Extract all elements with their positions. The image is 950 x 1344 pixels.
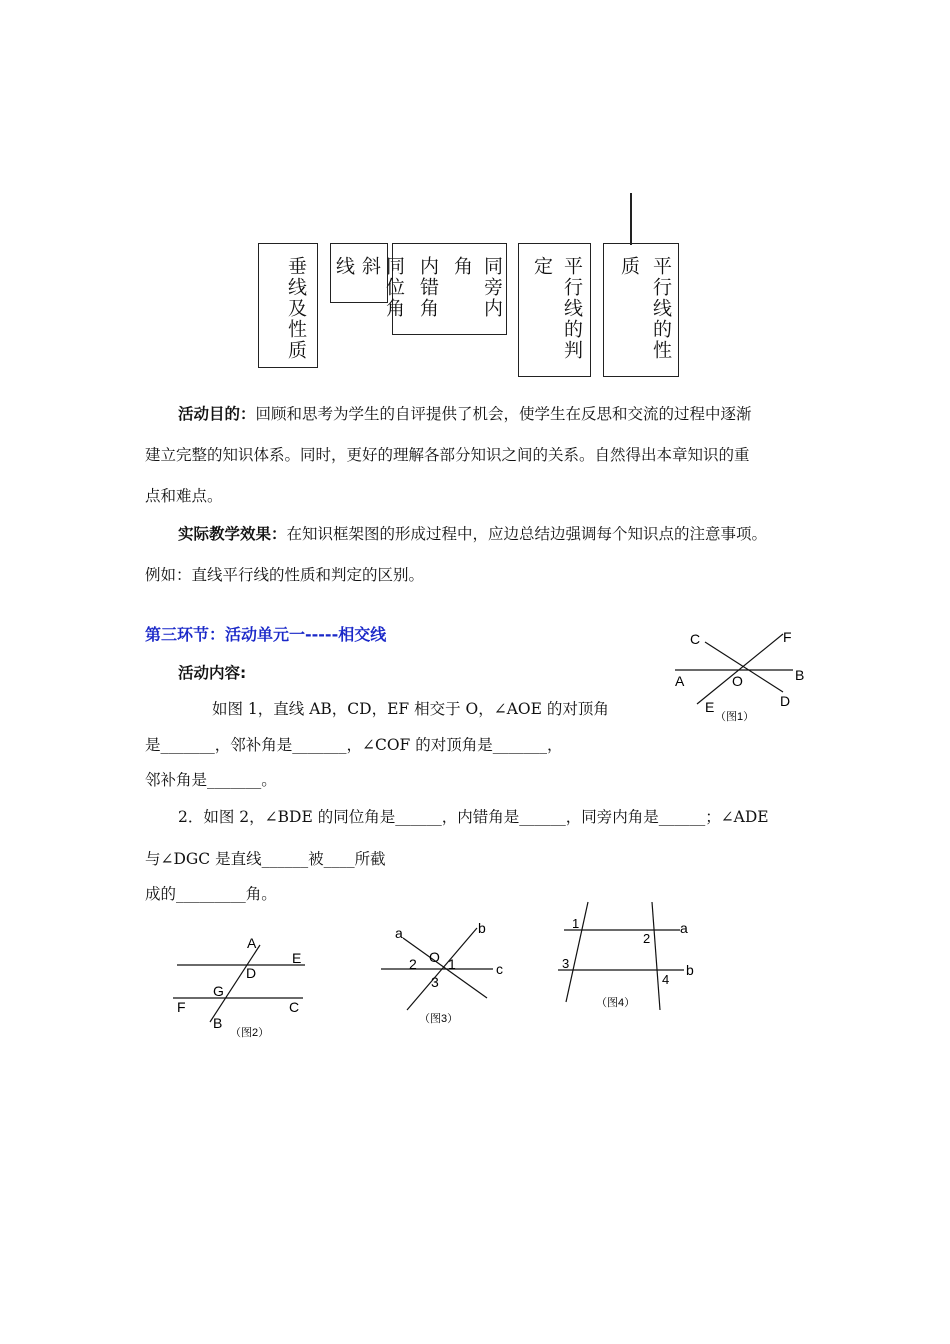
purpose-line2: 建立完整的知识体系。同时，更好的理解各部分知识之间的关系。自然得出本章知识的重	[145, 446, 750, 464]
q1-line3: 邻补角是_______。	[145, 771, 277, 789]
box-properties-text1: 平行线的性	[650, 256, 672, 361]
q1-line2: 是_______，邻补角是_______，∠COF 的对顶角是_______，	[145, 736, 563, 754]
box-angles-text2: 角	[451, 256, 473, 277]
fig1-label-f: F	[783, 629, 792, 645]
box-properties-text2: 质	[618, 256, 640, 277]
framework-connector	[630, 193, 632, 245]
q2-line3: 成的_________角。	[145, 885, 277, 903]
box-perpendicular-text: 垂线及性质	[285, 256, 307, 361]
fig1-caption: （图1）	[715, 711, 755, 723]
box-criteria-text2: 定	[531, 256, 553, 277]
fig2-caption: （图2）	[230, 1027, 270, 1039]
figure-2	[165, 930, 315, 1042]
purpose-text1: 回顾和思考为学生的自评提供了机会，使学生在反思和交流的过程中逐渐	[255, 405, 752, 423]
fig1-label-e: E	[705, 699, 715, 715]
q2-line2: 与∠DGC 是直线______被____所截	[145, 850, 386, 868]
box-perpendicular	[258, 243, 318, 368]
fig3-label-c: c	[496, 961, 503, 977]
box-criteria-text1: 平行线的判	[561, 256, 583, 361]
figure-3	[375, 918, 515, 1030]
fig4-label-1: 1	[572, 916, 580, 931]
fig2-label-f: F	[177, 999, 186, 1015]
fig1-label-d: D	[780, 693, 791, 709]
fig4-label-2: 2	[643, 931, 651, 946]
fig4-caption: （图4）	[596, 997, 636, 1009]
fig4-label-4: 4	[662, 972, 670, 987]
fig4-label-3: 3	[562, 956, 570, 971]
effect-line2: 例如：直线平行线的性质和判定的区别。	[145, 566, 425, 584]
figure-4	[552, 898, 702, 1018]
purpose-label: 活动目的：	[178, 405, 256, 423]
fig2-label-d: D	[246, 965, 257, 981]
q1-line1: 如图 1，直线 AB，CD，EF 相交于 O，∠AOE 的对顶角	[212, 700, 609, 718]
box-parallel-criteria	[518, 243, 591, 377]
fig1-label-b: B	[795, 667, 805, 683]
fig2-label-a: A	[247, 935, 257, 951]
box-angles-text4: 同位角	[383, 256, 405, 319]
fig1-label-o: O	[732, 673, 743, 689]
fig2-label-b: B	[213, 1015, 223, 1031]
fig1-label-a: A	[675, 673, 685, 689]
box-transversal-text2: 线	[333, 256, 355, 277]
fig4-transversal-right	[652, 902, 660, 1010]
fig3-caption: （图3）	[419, 1013, 459, 1025]
section-heading: 第三环节：活动单元一-----相交线	[145, 625, 387, 644]
box-angles-text1: 同旁内	[481, 256, 503, 319]
box-parallel-properties	[603, 243, 679, 377]
box-transversal-text1: 斜	[359, 256, 381, 277]
purpose-line1	[178, 402, 752, 424]
fig4-label-a: a	[680, 920, 688, 936]
fig2-label-g: G	[213, 983, 224, 999]
fig3-label-a: a	[395, 925, 403, 941]
fig3-label-b: b	[478, 920, 486, 936]
box-angles	[383, 243, 507, 335]
effect-line1	[178, 522, 767, 544]
purpose-line3: 点和难点。	[145, 487, 223, 505]
fig3-label-3: 3	[431, 974, 439, 990]
fig1-label-c: C	[690, 631, 701, 647]
effect-label: 实际教学效果：	[178, 525, 287, 543]
fig2-label-e: E	[292, 950, 302, 966]
figure-1	[665, 622, 815, 727]
fig3-label-2: 2	[409, 956, 417, 972]
fig4-label-b: b	[686, 962, 694, 978]
fig2-label-c: C	[289, 999, 300, 1015]
q2-line1: 2．如图 2，∠BDE 的同位角是______，内错角是______，同旁内角是______；∠ADE	[178, 808, 769, 826]
fig1-line-cd	[705, 642, 783, 692]
box-angles-text3: 内错角	[417, 256, 439, 319]
box-transversal	[330, 243, 388, 303]
effect-text1: 在知识框架图的形成过程中，应边总结边强调每个知识点的注意事项。	[286, 525, 768, 543]
fig3-label-1: 1	[448, 956, 456, 972]
fig3-label-o: O	[429, 949, 440, 965]
content-label: 活动内容:	[178, 664, 247, 682]
